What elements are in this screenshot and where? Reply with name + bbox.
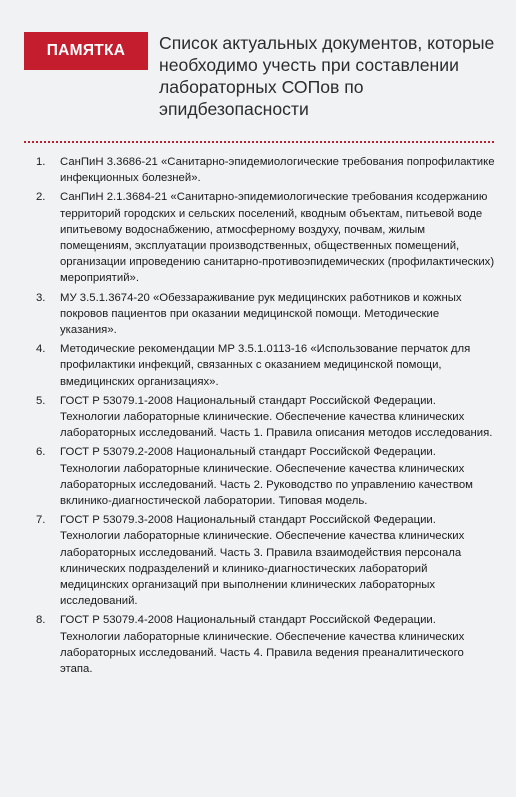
list-item-number: 1.	[36, 156, 46, 168]
list-item	[20, 512, 496, 609]
memo-card	[20, 22, 496, 780]
list-item-text: МУ 3.5.1.3674-20 «Обеззараживание рук медицинских работников и кожных покровов пациентов при оказании медицинской помощи. Методические указания».	[60, 291, 462, 337]
memo-title: Список актуальных документов, которые необходимо учесть при составлении лабораторных СОПов по эпидбезопасности	[159, 33, 495, 119]
memo-badge: ПАМЯТКА	[24, 32, 148, 70]
list-item-text: ГОСТ Р 53079.2-2008 Национальный стандарт Российской Федерации. Технологии лабораторные клинические. Обеспечение качества клинических лабораторных исследований. Часть 2. Руководство по управлению качеством вклинико-диагностической лаборатории. Типовая модель.	[60, 446, 473, 508]
list-item	[20, 290, 496, 339]
memo-header	[20, 22, 496, 138]
list-item	[20, 444, 496, 509]
list-item-number: 6.	[36, 446, 46, 459]
list-item	[20, 612, 496, 677]
list-item	[20, 393, 496, 442]
list-item	[20, 154, 496, 186]
list-item-text: СанПиН 2.1.3684-21 «Санитарно-эпидемиологические требования ксодержанию территорий городских и сельских поселений, кводным объектам, питьевой воде ипитьевому водоснабжению, атмосферному воздуху, почвам, жилым помещениям, эксплуатации производственных, общественных помещений, организации ипроведению санитарно-противоэпидемических (профилактических) мероприятий».	[60, 191, 495, 285]
list-item-text: ГОСТ Р 53079.3-2008 Национальный стандарт Российской Федерации. Технологии лабораторные клинические. Обеспечение качества клинических лабораторных исследований. Часть 3. Правила взаимодействия персонала клинических подразделений и клинико-диагностических лабораторий медицинских организаций при выполнении клинических лабораторных исследований.	[60, 514, 465, 608]
list-item-number: 3.	[36, 291, 46, 304]
list-item-text: Методические рекомендации МР 3.5.1.0113-16 «Использование перчаток для профилактики инфекций, связанных с оказанием медицинской помощи, вмедицинских организациях».	[60, 343, 471, 388]
list-item-number: 8.	[36, 614, 46, 627]
list-item-text: ГОСТ Р 53079.4-2008 Национальный стандарт Российской Федерации. Технологии лабораторные клинические. Обеспечение качества клинических лабораторных исследований. Часть 4. Правила ведения преаналитического этапа.	[60, 614, 465, 676]
document-list	[20, 154, 496, 680]
list-item-number: 5.	[36, 394, 46, 407]
list-item-number: 2.	[36, 191, 46, 204]
list-item	[20, 189, 496, 286]
dotted-divider	[24, 141, 494, 143]
list-item-number: 4.	[36, 343, 46, 356]
list-item-text: ГОСТ Р 53079.1-2008 Национальный стандарт Российской Федерации. Технологии лабораторные клинические. Обеспечение качества клинических лабораторных исследований. Часть 1. Правила описания методов исследования.	[60, 394, 493, 440]
list-item	[20, 341, 496, 390]
list-item-text: СанПиН 3.3686-21 «Санитарно-эпидемиологические требования попрофилактике инфекционных болезней».	[60, 156, 495, 185]
list-item-number: 7.	[36, 514, 46, 527]
